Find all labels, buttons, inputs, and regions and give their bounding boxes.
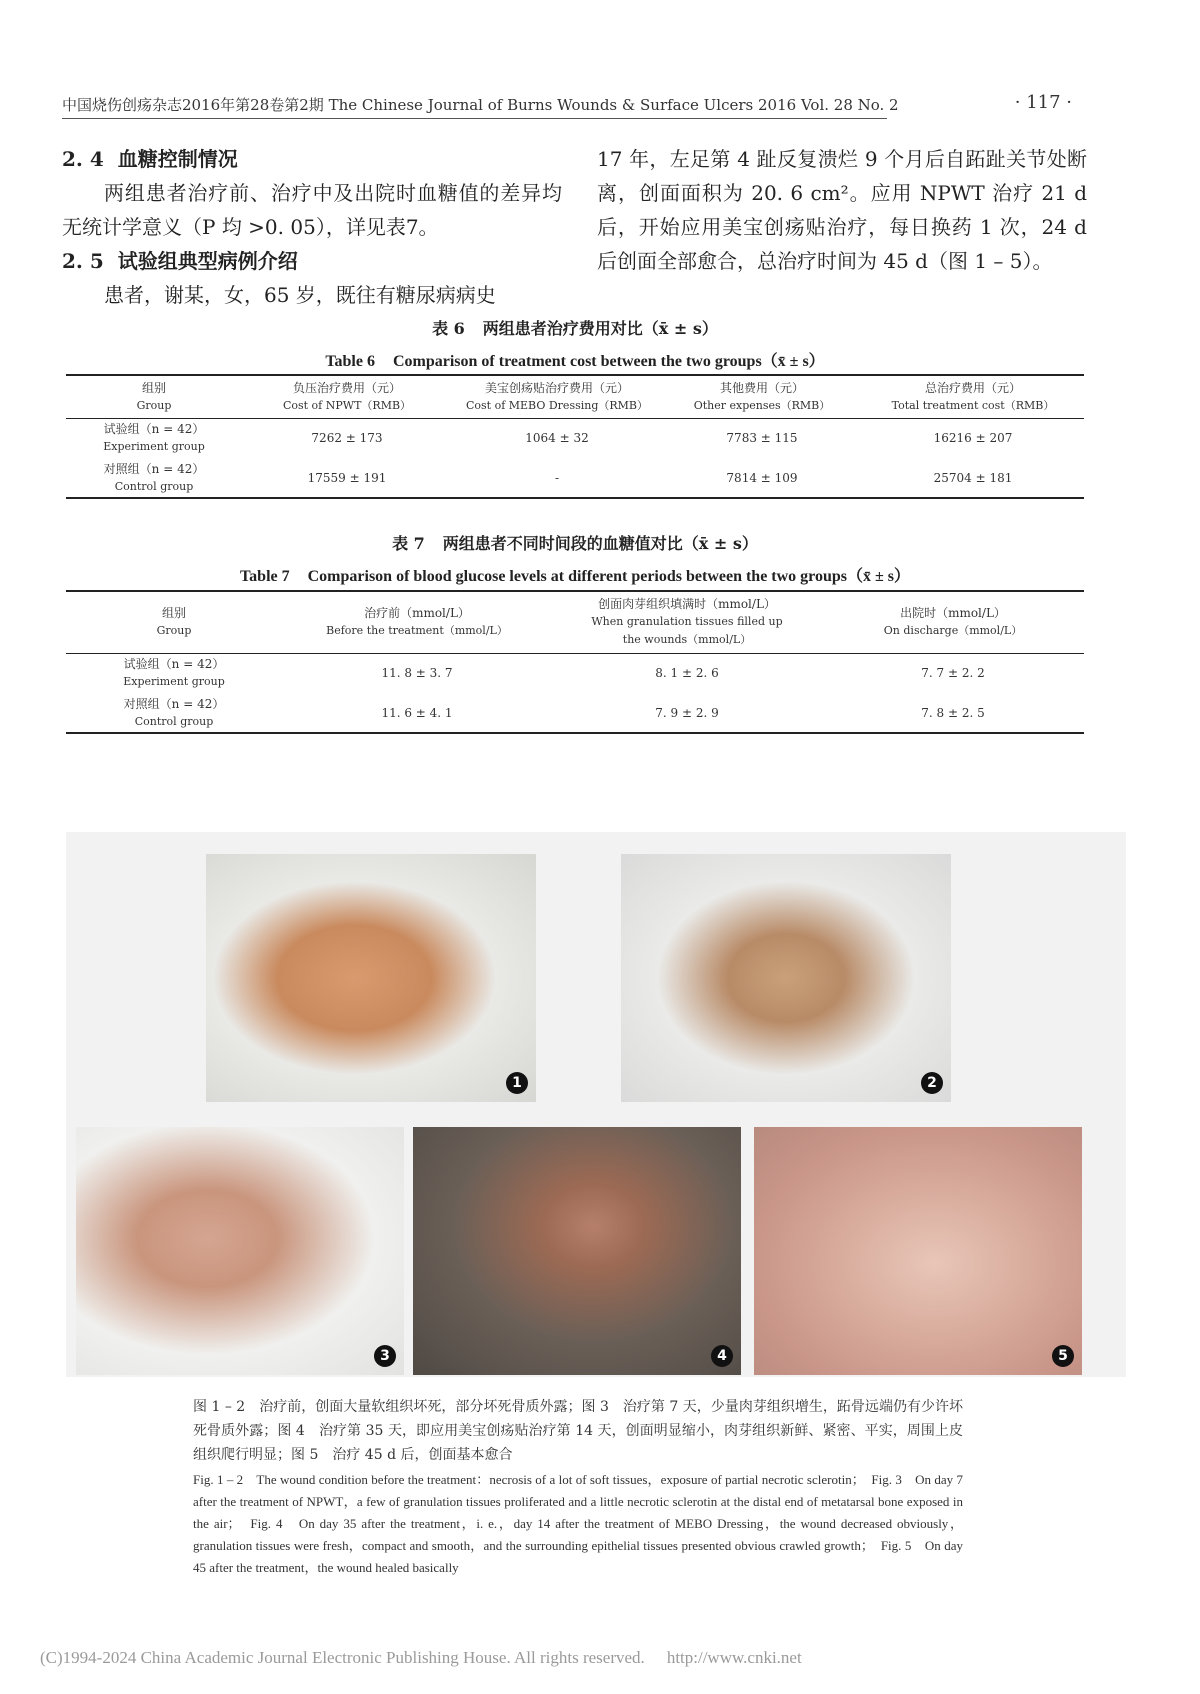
body-column-right <box>597 142 1087 278</box>
figure-panel <box>66 832 1126 1377</box>
value-cell: 7262 ± 173 <box>311 431 383 446</box>
page-number: · 117 · <box>1014 92 1072 113</box>
table7 <box>66 590 1084 734</box>
table-label: Table 7 <box>239 568 290 585</box>
body-column-left <box>62 142 562 312</box>
figure-number-badge: 4 <box>711 1345 733 1367</box>
figure-caption <box>193 1395 963 1579</box>
table-caption: Comparison of blood glucose levels at different periods between the two groups（x̄ ± s） <box>307 568 911 585</box>
group-cell: 对照组（n = 42） Control group <box>103 461 205 493</box>
value-cell: 11. 6 ± 4. 1 <box>381 705 453 720</box>
section-number: 2. 5 <box>62 249 104 273</box>
header-cell: 治疗前（mmol/L） Before the treatment（mmol/L） <box>326 606 508 638</box>
group-cell: 对照组（n = 42） Control group <box>123 696 225 728</box>
figure-number-badge: 1 <box>506 1072 528 1094</box>
table-label: 表 6 <box>432 319 465 338</box>
paragraph-2-5-continued: 17 年，左足第 4 趾反复溃烂 9 个月后自跖趾关节处断离，创面面积为 20. 6 cm²。应用 NPWT 治疗 21 d 后，开始应用美宝创疡贴治疗，每日换药 1 次，24 d后创面全部愈合，总治疗时间为 45 d（图 1 – 5）。 <box>597 147 1087 273</box>
figure-caption-en: Fig. 1 – 2 The wound condition before the treatment：necrosis of a lot of soft tissues，exposure of partial necrotic sclerotin； Fig. 3 On day 7 after the treatment of NPWT，a few of granulation tissues proliferated and a little necrotic sclerotin at the distal end of metatarsal bone exposed in the air； Fig. 4 On day 35 after the treatment，i. e.，day 14 after the treatment of MEBO Dressing，the wound decreased obviously，granulation tissues were fresh，compact and smooth，and the surrounding epithelial tissues presented obvious crawled growth； Fig. 5 On day 45 after the treatment，the wound healed basically <box>193 1472 963 1575</box>
group-cell: 试验组（n = 42） Experiment group <box>123 657 225 689</box>
table6-caption-en <box>62 348 1088 371</box>
header-cell: 组别 Group <box>156 606 192 638</box>
value-cell: 7. 9 ± 2. 9 <box>655 705 719 720</box>
running-title: 中国烧伤创疡杂志2016年第28卷第2期 The Chinese Journal of Burns Wounds & Surface Ulcers 2016 Vol. 28 No. 2 <box>62 96 899 114</box>
section-number: 2. 4 <box>62 147 104 171</box>
section-title: 血糖控制情况 <box>117 147 238 171</box>
table6-caption-cn <box>62 316 1088 339</box>
value-cell: 7. 8 ± 2. 5 <box>921 705 985 720</box>
header-cell: 创面肉芽组织填满时（mmol/L） When granulation tissues filled up the wounds（mmol/L） <box>591 597 783 647</box>
figure-5-photo <box>754 1127 1082 1375</box>
header-cell: 负压治疗费用（元） Cost of NPWT（RMB） <box>282 380 412 412</box>
header-cell: 出院时（mmol/L） On discharge（mmol/L） <box>883 606 1023 638</box>
section-heading-2-5 <box>62 244 562 278</box>
group-cell: 试验组（n = 42） Experiment group <box>103 422 205 454</box>
figure-4-photo <box>413 1127 741 1375</box>
copyright-text: (C)1994-2024 China Academic Journal Electronic Publishing House. All rights reserved. <box>40 1648 645 1667</box>
figure-number-badge: 3 <box>374 1345 396 1367</box>
value-cell: 16216 ± 207 <box>933 431 1013 446</box>
header-cell: 组别 Group <box>136 380 172 412</box>
table-label: Table 6 <box>325 353 375 370</box>
value-cell: 7814 ± 109 <box>726 470 798 485</box>
section-title: 试验组典型病例介绍 <box>117 249 298 273</box>
paragraph-2-5-start: 患者，谢某，女，65 岁，既往有糖尿病病史 <box>104 283 496 307</box>
section-heading-2-4 <box>62 142 562 176</box>
table7-caption-en <box>62 563 1088 586</box>
value-cell: 17559 ± 191 <box>307 470 387 485</box>
table6 <box>66 374 1084 499</box>
table-row <box>66 653 1084 693</box>
table-row <box>66 693 1084 733</box>
table-row <box>66 418 1084 458</box>
copyright-footer <box>40 1648 802 1668</box>
table-caption: Comparison of treatment cost between the two groups（x̄ ± s） <box>392 353 825 370</box>
running-header <box>62 92 1072 118</box>
value-cell: 7. 7 ± 2. 2 <box>921 666 985 681</box>
paragraph-2-4: 两组患者治疗前、治疗中及出院时血糖值的差异均无统计学意义（P 均 >0. 05），详见表7。 <box>62 181 562 239</box>
table-label: 表 7 <box>392 534 425 553</box>
header-cell: 美宝创疡贴治疗费用（元） Cost of MEBO Dressing（RMB） <box>465 380 649 412</box>
value-cell: 11. 8 ± 3. 7 <box>381 666 453 681</box>
figure-1-photo <box>206 854 536 1102</box>
table-header-row <box>66 375 1084 418</box>
figure-2-photo <box>621 854 951 1102</box>
value-cell: 7783 ± 115 <box>726 431 798 446</box>
footer-url: http://www.cnki.net <box>666 1648 802 1667</box>
header-cell: 总治疗费用（元） Total treatment cost（RMB） <box>891 380 1055 412</box>
header-rule <box>62 118 887 119</box>
table7-caption-cn <box>62 531 1088 554</box>
value-cell: - <box>554 470 560 485</box>
figure-caption-cn: 图 1 – 2 治疗前，创面大量软组织坏死，部分坏死骨质外露；图 3 治疗第 7 天，少量肉芽组织增生，跖骨远端仍有少许坏死骨质外露；图 4 治疗第 35 天，即应用美宝创疡贴治疗第 14 天，创面明显缩小，肉芽组织新鲜、紧密、平实，周围上皮组织爬行明显；图 5 治疗 45 d 后，创面基本愈合 <box>193 1399 963 1463</box>
value-cell: 8. 1 ± 2. 6 <box>655 666 719 681</box>
value-cell: 25704 ± 181 <box>933 470 1013 485</box>
header-cell: 其他费用（元） Other expenses（RMB） <box>693 380 831 412</box>
table-caption: 两组患者治疗费用对比（x̄ ± s） <box>482 319 718 338</box>
figure-number-badge: 2 <box>921 1072 943 1094</box>
table-caption: 两组患者不同时间段的血糖值对比（x̄ ± s） <box>442 534 758 553</box>
table-header-row <box>66 591 1084 653</box>
table-row <box>66 458 1084 498</box>
value-cell: 1064 ± 32 <box>525 431 589 446</box>
figure-3-photo <box>76 1127 404 1375</box>
figure-number-badge: 5 <box>1052 1345 1074 1367</box>
